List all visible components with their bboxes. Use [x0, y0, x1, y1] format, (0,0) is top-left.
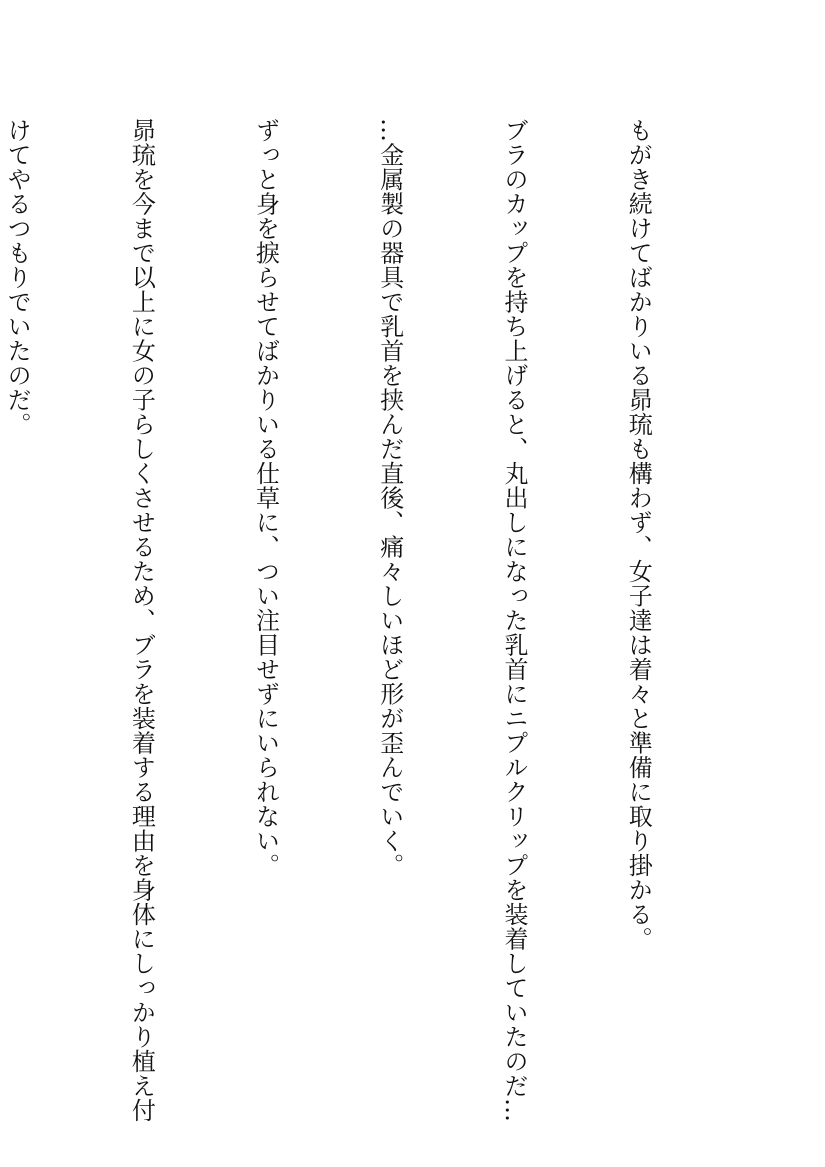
text-line: ずっと身を捩らせてばかりいる仕草に、つい注目せずにいられない。 [251, 118, 280, 878]
text-line: 昴琉を今まで以上に女の子らしくさせるため、ブラを装着する理由を身体にしっかり植え付 [127, 118, 156, 1123]
text-line: けてやるつもりでいたのだ。 [3, 118, 32, 437]
text-line: …金属製の器具で乳首を挟んだ直後、痛々しいほど形が歪んでいく。 [375, 118, 404, 878]
text-line: ブラのカップを持ち上げると、丸出しになった乳首にニプルクリップを装着していたのだ… [499, 118, 528, 1123]
vertical-text-body [0, 118, 741, 1123]
text-line: もがき続けてばかりいる昴琉も構わず、女子達は着々と準備に取り掛かる。 [624, 118, 653, 951]
